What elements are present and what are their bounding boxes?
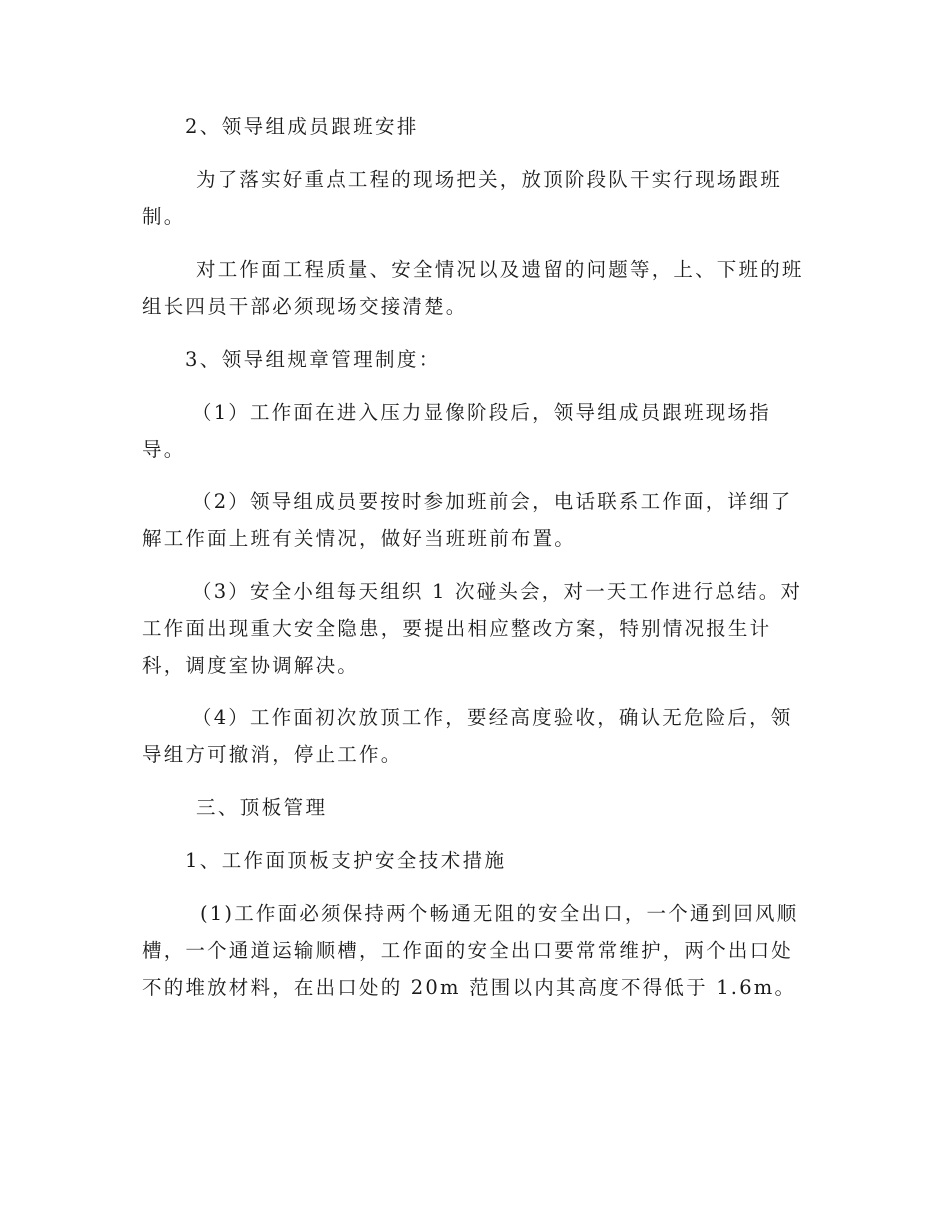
measure-item-1-line: 槽，一个通道运输顺槽，工作面的安全出口要常常维护，两个出口处 [142, 939, 794, 962]
section-heading-support-measures: 1、工作面顶板支护安全技术措施 [185, 849, 507, 872]
section-heading-roof-management: 三、顶板管理 [196, 796, 328, 819]
list-item-4-line: 导组方可撤消，停止工作。 [142, 743, 403, 766]
list-item-3-line: 工作面出现重大安全隐患，要提出相应整改方案，特别情况报生计 [142, 617, 772, 640]
section-heading-rules: 3、领导组规章管理制度： [185, 348, 441, 371]
paragraph-line: 对工作面工程质量、安全情况以及遗留的问题等，上、下班的班 [196, 258, 804, 281]
paragraph-line: 制。 [142, 205, 186, 228]
list-item-2-line: （2）领导组成员要按时参加班前会，电话联系工作面，详细了 [192, 490, 793, 513]
list-item-1-line: 导。 [142, 438, 186, 461]
paragraph-line: 为了落实好重点工程的现场把关，放顶阶段队干实行现场跟班 [196, 168, 782, 191]
paragraph-line: 组长四员干部必须现场交接清楚。 [142, 295, 468, 318]
measure-item-1-line: (1)工作面必须保持两个畅通无阻的安全出口，一个通到回风顺 [200, 902, 799, 925]
measure-item-1-line: 不的堆放材料，在出口处的 20m 范围以内其高度不得低于 1.6m。 [142, 976, 797, 999]
list-item-3-line: （3）安全小组每天组织 1 次碰头会，对一天工作进行总结。对 [192, 580, 803, 603]
list-item-1-line: （1）工作面在进入压力显像阶段后，领导组成员跟班现场指 [192, 401, 771, 424]
list-item-3-line: 科，调度室协调解决。 [142, 654, 360, 677]
list-item-4-line: （4）工作面初次放顶工作，要经高度验收，确认无危险后，领 [192, 706, 793, 729]
section-heading-leader-shift: 2、领导组成员跟班安排 [185, 115, 419, 138]
list-item-2-line: 解工作面上班有关情况，做好当班班前布置。 [142, 527, 577, 550]
